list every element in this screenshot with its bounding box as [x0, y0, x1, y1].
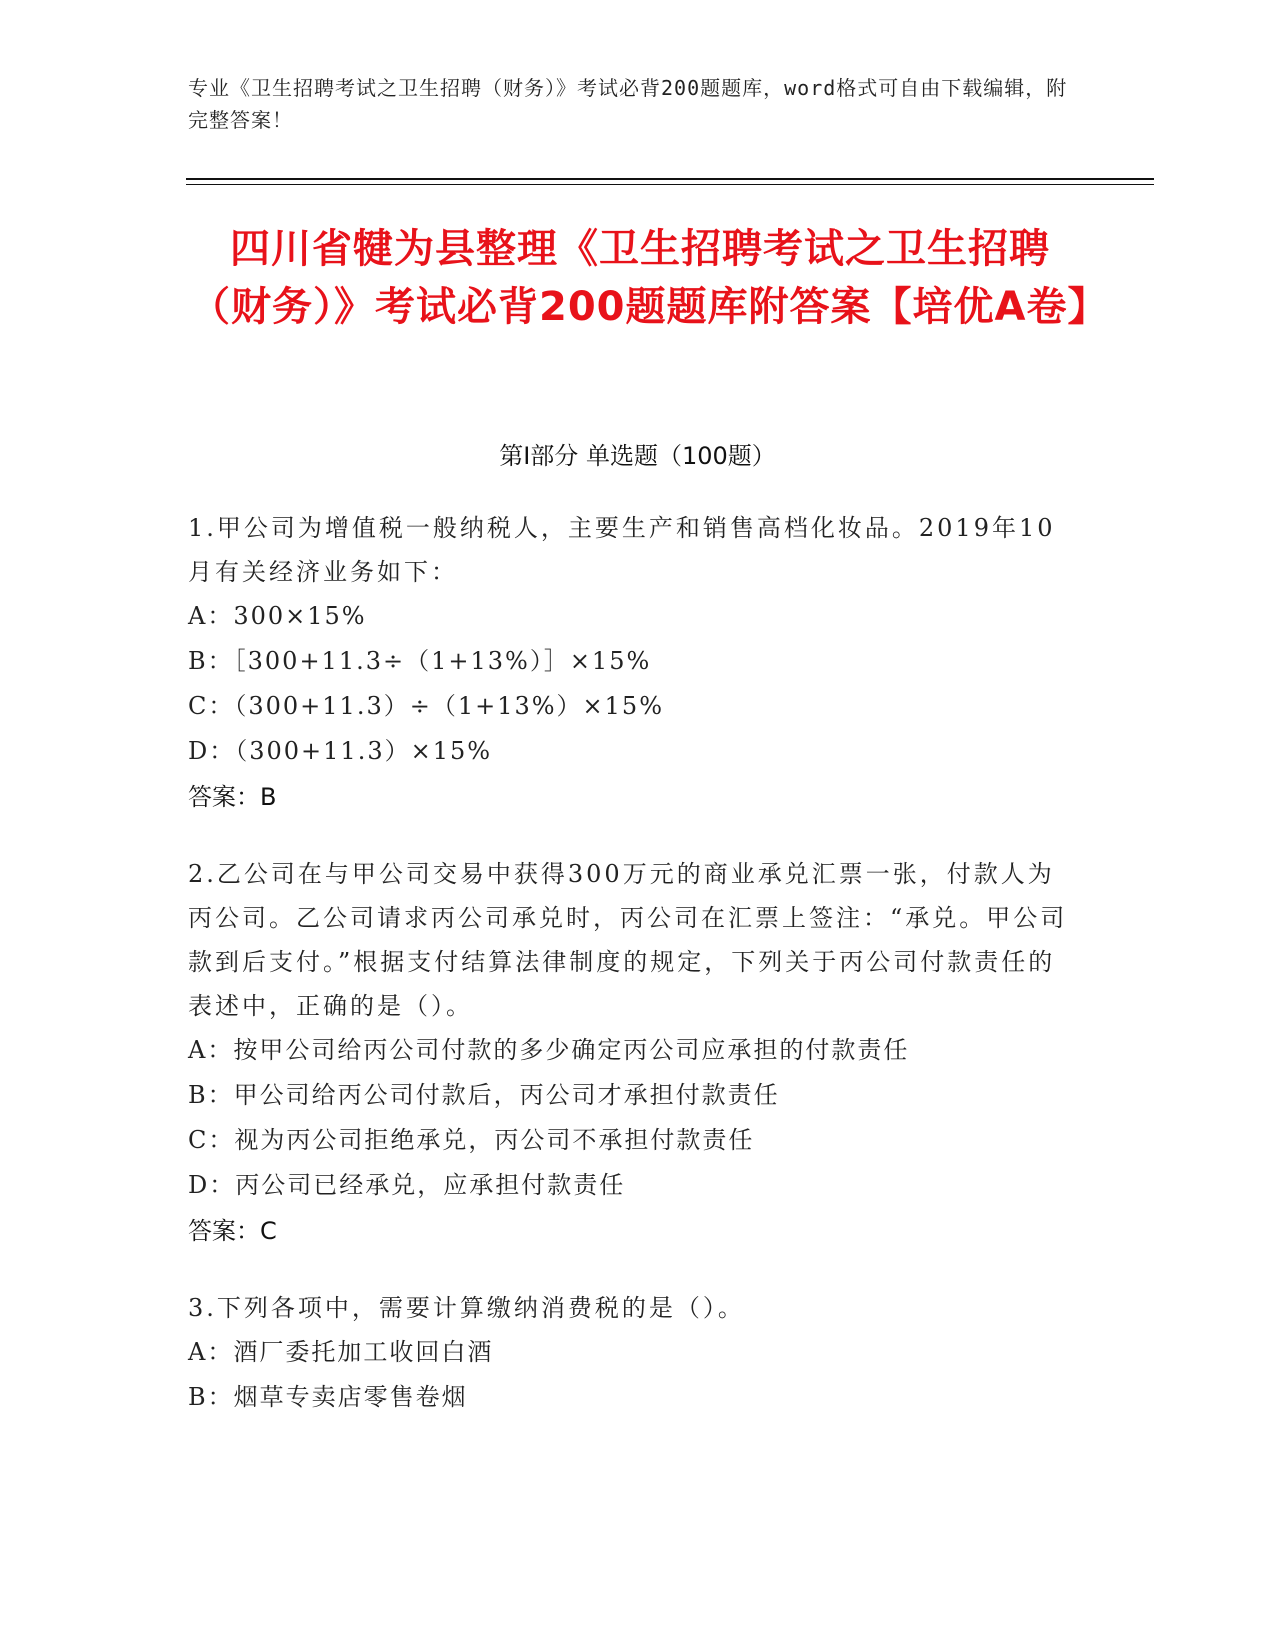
option-c: C：（300+11.3）÷（1+13%）×15% [188, 692, 665, 720]
question-1 [188, 506, 1068, 820]
question-text: 3.下列各项中，需要计算缴纳消费税的是（）。 [188, 1294, 745, 1322]
document-title: 四川省犍为县整理《卫生招聘考试之卫生招聘（财务）》考试必背200题题库附答案【培优A卷】 [190, 226, 1109, 330]
header-divider [186, 178, 1154, 180]
answer: 答案：B [188, 783, 277, 811]
question-2 [188, 852, 1068, 1254]
option-a: A：酒厂委托加工收回白酒 [188, 1338, 494, 1366]
answer: 答案：C [188, 1217, 277, 1245]
option-b: B：甲公司给丙公司付款后，丙公司才承担付款责任 [188, 1081, 780, 1109]
option-c: C：视为丙公司拒绝承兑，丙公司不承担付款责任 [188, 1126, 755, 1154]
option-a: A：按甲公司给丙公司付款的多少确定丙公司应承担的付款责任 [188, 1036, 910, 1064]
option-a: A：300×15% [188, 602, 367, 630]
question-3 [188, 1286, 1068, 1420]
question-text: 2.乙公司在与甲公司交易中获得300万元的商业承兑汇票一张，付款人为丙公司。乙公司请求丙公司承兑时，丙公司在汇票上签注：“承兑。甲公司款到后支付。”根据支付结算法律制度的规定，下列关于丙公司付款责任的表述中，正确的是（）。 [188, 860, 1068, 1020]
section-title: 第I部分 单选题（100题） [499, 442, 776, 470]
option-d: D：丙公司已经承兑，应承担付款责任 [188, 1171, 626, 1199]
header-note: 专业《卫生招聘考试之卫生招聘（财务）》考试必背200题题库，word格式可自由下载编辑，附完整答案！ [188, 76, 1068, 132]
header-divider-thin [186, 184, 1154, 185]
option-b: B：烟草专卖店零售卷烟 [188, 1383, 468, 1411]
option-b: B：［300+11.3÷（1+13%）］×15% [188, 647, 652, 675]
question-text: 1.甲公司为增值税一般纳税人，主要生产和销售高档化妆品。2019年10月有关经济业务如下： [188, 514, 1056, 586]
option-d: D：（300+11.3）×15% [188, 737, 493, 765]
